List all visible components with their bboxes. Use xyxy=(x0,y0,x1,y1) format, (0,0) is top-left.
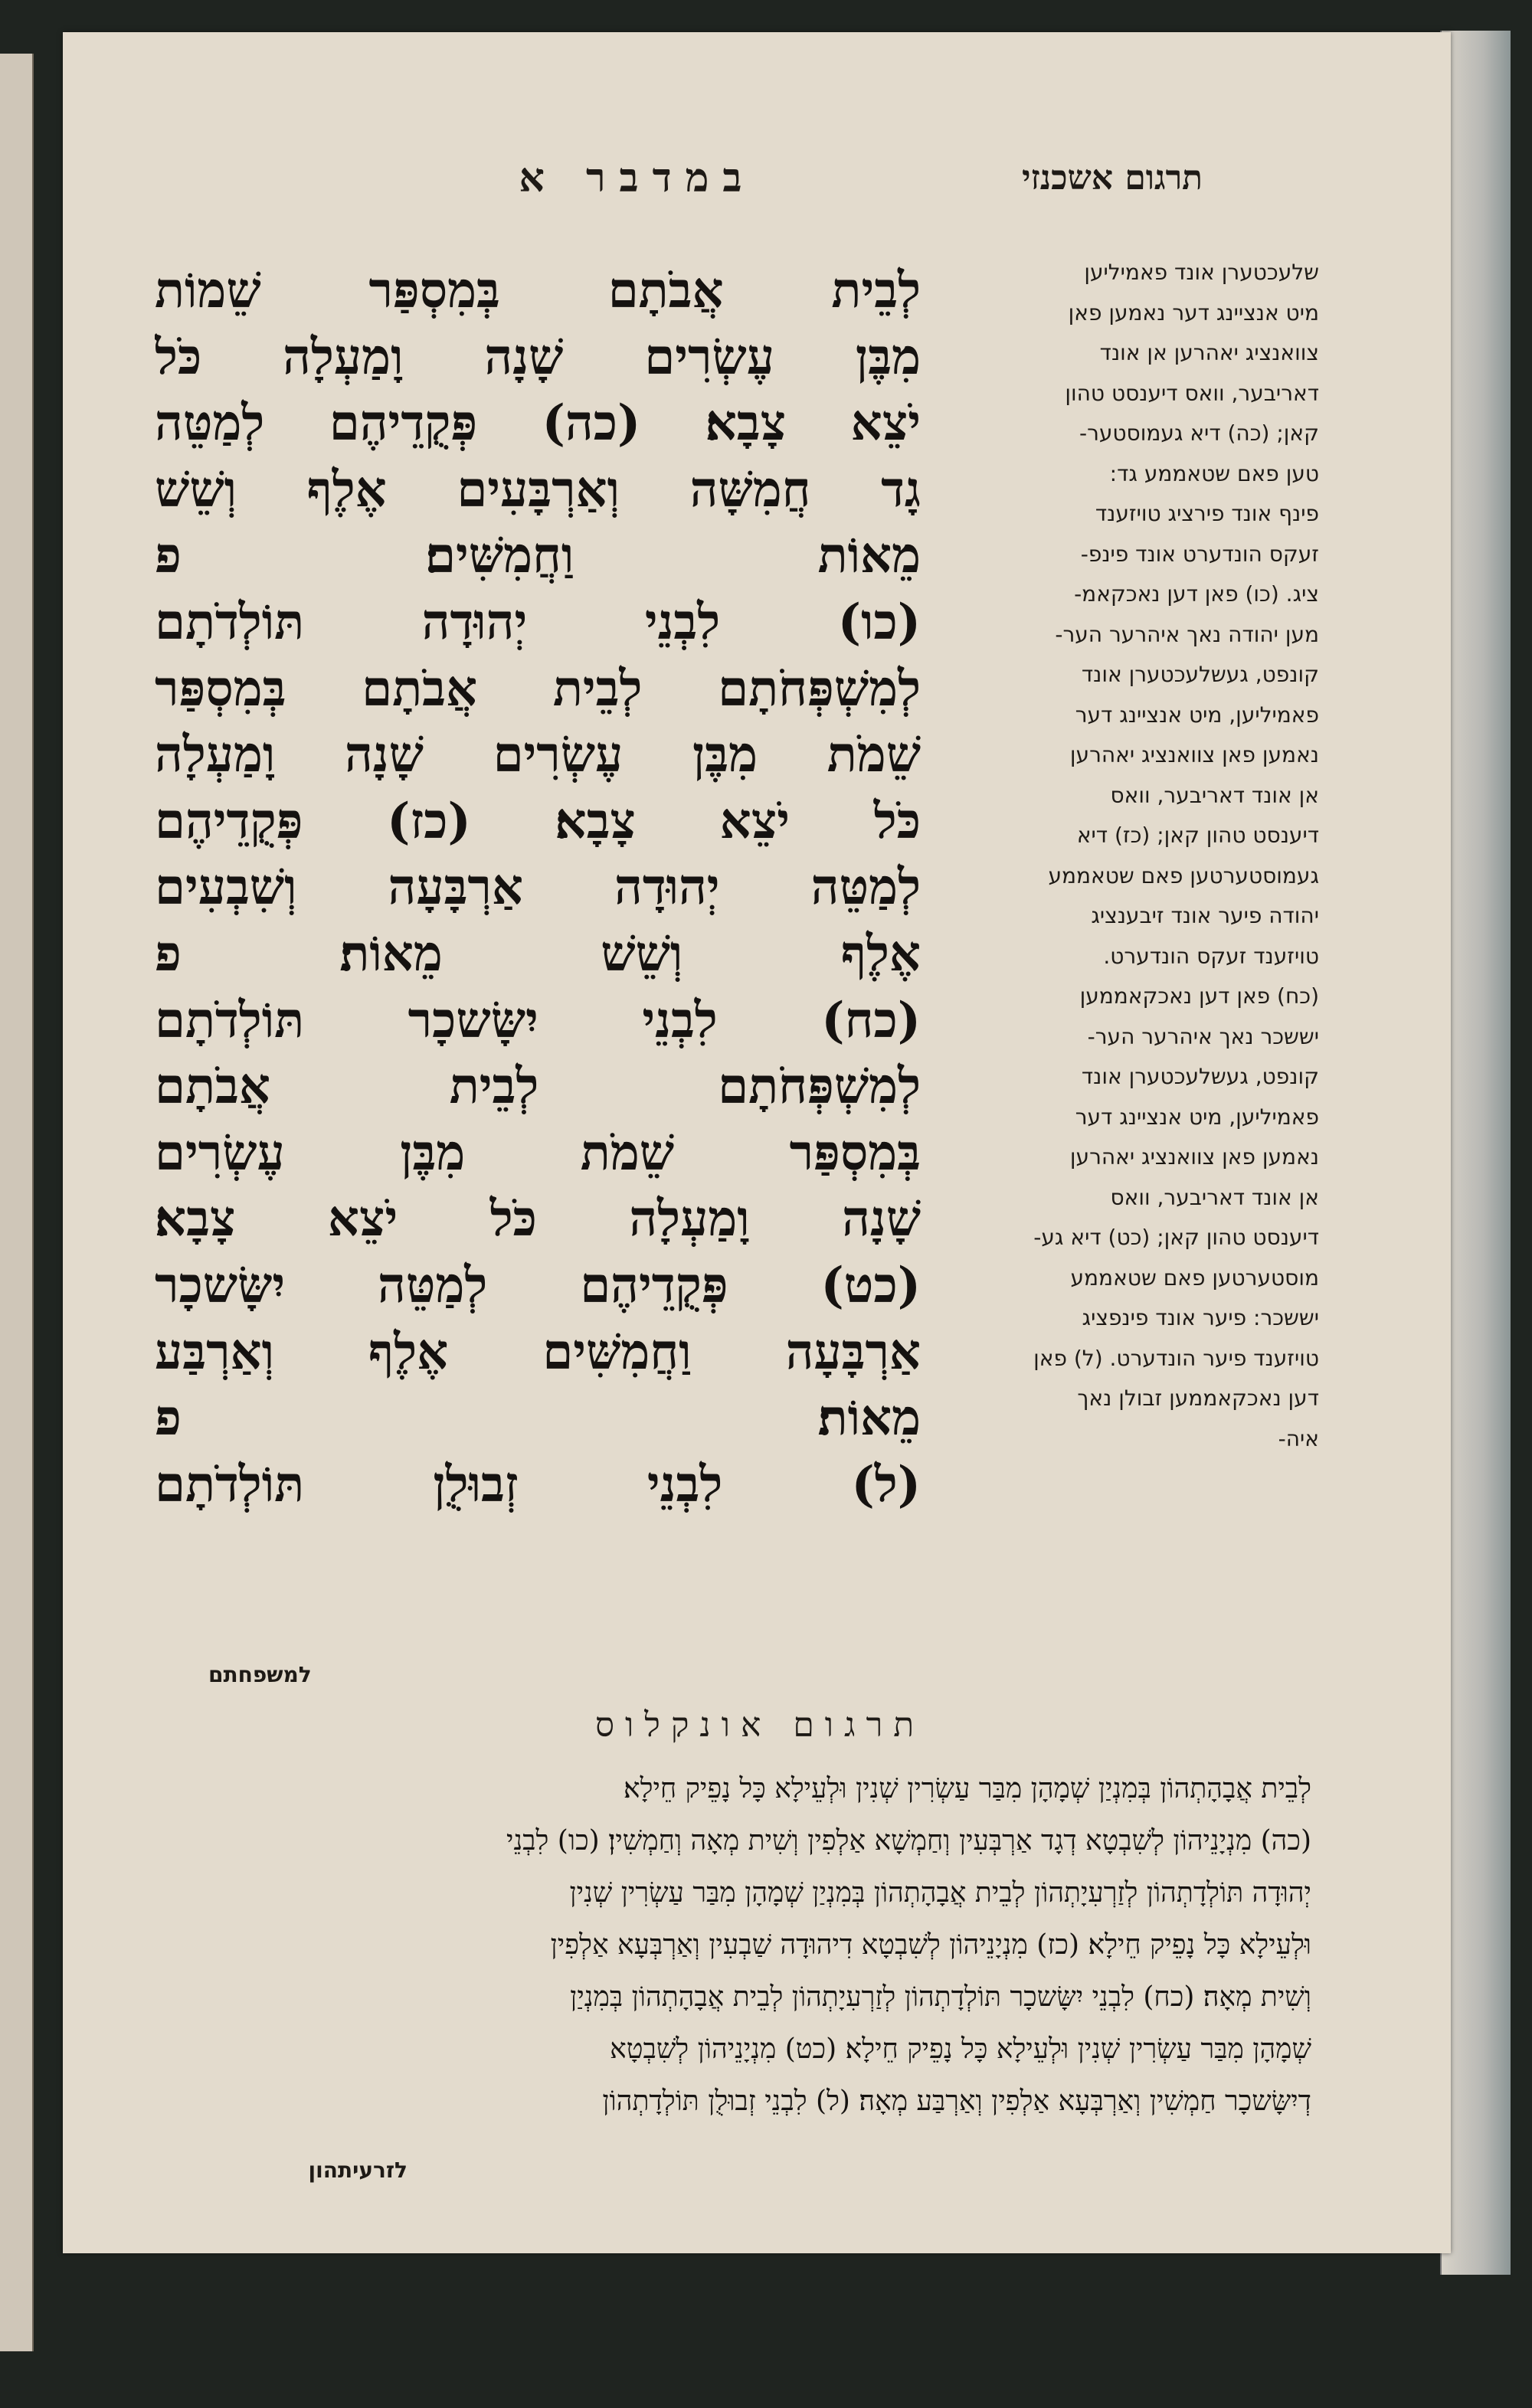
book-page xyxy=(63,32,1451,2253)
onkelos-heading: תרגום אונקלוס xyxy=(594,1706,925,1745)
onkelos-text-block xyxy=(166,1763,1311,2128)
yiddish-text-line: יהודה פיער אונד זיבענציג xyxy=(1091,903,1319,928)
hebrew-text-line: כֹּל יֹצֵא צָבָא׃ (כז) פְּקֻדֵיהֶם xyxy=(155,792,921,850)
hebrew-text-line: שֵׁמֹת מִבֶּן עֶשְׂרִים שָׁנָה וָמַעְלָה xyxy=(155,726,921,784)
onkelos-text-line: יְהוּדָה תּוֹלְדָתְהוֹן לְזַרְעִיָתְהוֹן לְבֵית אֲבָהָתְהוֹן בְּמִנְיַן שְׁמָהָן מִבַּר עַשְׂרִין שְׁנִין xyxy=(569,1877,1311,1909)
yiddish-text-line: זעקס הונדערט אונד פינפ- xyxy=(1080,541,1319,567)
yiddish-text-line: מיט אנציינג דער נאמען פאן xyxy=(1068,299,1319,326)
yiddish-text-line: מוסטערטען פאם שטאממע xyxy=(1070,1265,1319,1291)
hebrew-text-line: אַרְבָּעָה וַחֲמִשִּׁים אֶלֶף וְאַרְבַּע xyxy=(155,1323,921,1381)
hebrew-text-line: שָׁנָה וָמַעְלָה כֹּל יֹצֵא צָבָא׃ xyxy=(155,1190,921,1248)
hebrew-text-line: בְּמִסְפַּר שֵׁמֹת מִבֶּן עֶשְׂרִים xyxy=(155,1124,921,1182)
yiddish-text-line: קאן; (כה) דיא געמוסטער- xyxy=(1079,420,1319,446)
running-head-translation: תרגום אשכנזי xyxy=(1021,159,1203,198)
running-head-book: במדבר א xyxy=(519,155,756,201)
yiddish-text-line: (כח) פאן דען נאכקאממען xyxy=(1079,983,1319,1009)
yiddish-translation-column xyxy=(936,253,1319,1459)
yiddish-text-line: פינף אונד פירציג טויזענד xyxy=(1095,501,1319,526)
yiddish-text-line: נאמען פאן צוואנציג יאהרען xyxy=(1069,742,1319,767)
onkelos-text-line: שְׁמָהָן מִבַּר עַשְׂרִין שְׁנִין וּלְעֵילָא כָּל נָפֵיק חֵילָא׃ (כט) מִנְיָנֵיהוֹן לְשִׁבְטָא xyxy=(610,2033,1311,2065)
yiddish-text-line: טען פאם שטאממע גד: xyxy=(1109,460,1319,486)
onkelos-text-line: לְבֵית אֲבָהָתְהוֹן בְּמִנְיַן שְׁמָהָן מִבַּר עַשְׂרִין שְׁנִין וּלְעֵילָא כָּל נָפֵיק חֵילָא׃ xyxy=(624,1773,1311,1804)
yiddish-text-line: פאמיליען, מיט אנציינג דער xyxy=(1075,1104,1319,1130)
yiddish-text-line: אן אונד דאריבער, וואס xyxy=(1110,782,1319,808)
yiddish-text-line: יששכר נאך איהרער הער- xyxy=(1087,1023,1319,1049)
yiddish-text-line: יששכר: פיער אונד פינפציג xyxy=(1082,1305,1319,1330)
onkelos-text-line: וּלְעֵילָא כָּל נָפֵיק חֵילָא׃ (כז) מִנְיָנֵיהוֹן לְשִׁבְטָא דִיהוּדָה שַׁבְעִין וְאַרְבְּעָא אַלְפִין xyxy=(550,1929,1311,1961)
hebrew-text-line: (ל) לִבְנֵי זְבוּלֻן תּוֹלְדֹתָם xyxy=(155,1455,921,1513)
yiddish-text-line: טויזענד פיער הונדערט. (ל) פאן xyxy=(1033,1345,1319,1371)
onkelos-catchword: לזרעיתהון xyxy=(308,2158,408,2183)
yiddish-text-line: מען יהודה נאך איהרער הער- xyxy=(1055,621,1319,647)
hebrew-text-line: (כו) לִבְנֵי יְהוּדָה תּוֹלְדֹתָם xyxy=(155,593,921,651)
hebrew-text-line: (כט) פְּקֻדֵיהֶם לְמַטֵּה יִשָּׂשכָר xyxy=(155,1256,921,1314)
hebrew-text-line: גָד חֲמִשָּׁה וְאַרְבָּעִים אֶלֶף וְשֵׁשׁ xyxy=(155,460,921,519)
hebrew-text-line: מִבֶּן עֶשְׂרִים שָׁנָה וָמַעְלָה כֹּל xyxy=(155,328,921,386)
hebrew-text-line: לְמִשְׁפְּחֹתָם לְבֵית אֲבֹתָם בְּמִסְפַּר xyxy=(155,659,921,718)
yiddish-text-line: אן אונד דאריבער, וואס xyxy=(1110,1184,1319,1210)
onkelos-text-line: (כה) מִנְיָנֵיהוֹן לְשִׁבְטָא דְגָד אַרְבְּעִין וְחַמְשָׁא אַלְפִין וְשִׁית מְאָה וְחַמְשִׁין׃ (כו) לִבְנֵי xyxy=(506,1825,1311,1857)
yiddish-text-line: צוואנציג יאהרען אן אונד xyxy=(1099,340,1319,365)
hebrew-text-line: לְבֵית אֲבֹתָם בְּמִסְפַּר שֵׁמוֹת xyxy=(155,262,921,319)
yiddish-text-line: קונפט, געשלעכטערן אונד xyxy=(1081,662,1319,687)
yiddish-text-line: דיענסט טהון קאן; (כז) דיא xyxy=(1076,823,1319,848)
hebrew-text-line: (כח) לִבְנֵי יִשָּׂשכָר תּוֹלְדֹתָם xyxy=(155,991,921,1049)
yiddish-text-line: ציג. (כו) פאן דען נאכקאמ- xyxy=(1074,581,1319,607)
hebrew-text-column xyxy=(155,258,921,1518)
hebrew-text-line: מֵאוֹת וַחֲמִשִּׁים׃ פ xyxy=(155,527,921,585)
yiddish-text-line: דאריבער, וואס דיענסט טהון xyxy=(1065,380,1319,406)
yiddish-text-line: איה- xyxy=(1278,1425,1319,1451)
hebrew-catchword: למשפחתם xyxy=(208,1662,312,1687)
yiddish-text-line: שלעכטערן אונד פאמיליען xyxy=(1084,260,1319,285)
yiddish-text-line: נאמען פאן צוואנציג יאהרען xyxy=(1069,1144,1319,1170)
yiddish-text-line: דען נאכקאממען זבולן נאך xyxy=(1077,1386,1319,1411)
hebrew-text-line: יֹצֵא צָבָא׃ (כה) פְּקֻדֵיהֶם לְמַטֵּה xyxy=(155,394,921,453)
yiddish-text-line: דיענסט טהון קאן; (כט) דיא גע- xyxy=(1033,1225,1319,1250)
hebrew-text-line: לְמִשְׁפְּחֹתָם לְבֵית אֲבֹתָם xyxy=(155,1058,921,1116)
yiddish-text-line: טויזענד זעקס הונדערט. xyxy=(1103,943,1319,969)
yiddish-text-line: געמוסטערטען פאם שטאממע xyxy=(1048,862,1319,888)
yiddish-text-line: פאמיליען, מיט אנציינג דער xyxy=(1075,702,1319,728)
hebrew-text-line: לְמַטֵּה יְהוּדָה אַרְבָּעָה וְשִׁבְעִים xyxy=(155,859,921,917)
left-page-edge xyxy=(0,54,34,2351)
yiddish-text-line: קונפט, געשלעכטערן אונד xyxy=(1081,1064,1319,1089)
onkelos-text-line: דְיִשָּׂשכָר חַמְשִׁין וְאַרְבְּעָא אַלְפִין וְאַרְבַּע מְאָה׃ (ל) לִבְנֵי זְבוּלֻן תּוֹלְדָתְהוֹן xyxy=(602,2086,1311,2117)
onkelos-text-line: וְשִׁית מְאָה׃ (כח) לִבְנֵי יִשָּׂשכָר תּוֹלְדָתְהוֹן לְזַרְעִיָתְהוֹן לְבֵית אֲבָהָתְהוֹן בְּמִנְיַן xyxy=(570,1981,1311,2013)
hebrew-text-line: מֵאוֹת׃ פ xyxy=(155,1389,921,1448)
hebrew-text-line: אֶלֶף וְשֵׁשׁ מֵאוֹת׃ פ xyxy=(155,924,921,983)
